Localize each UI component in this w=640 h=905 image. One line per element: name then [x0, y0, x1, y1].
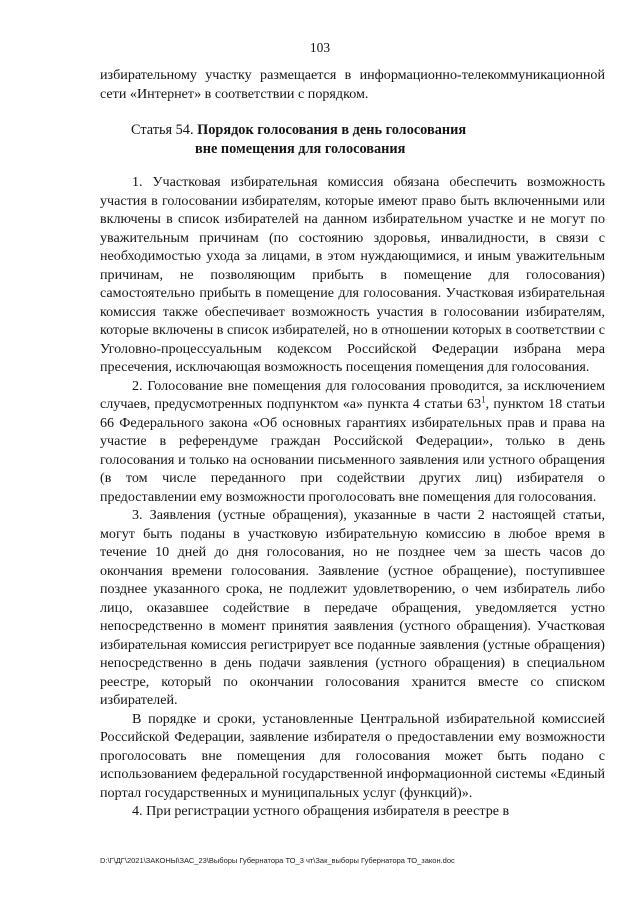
intro-block [100, 66, 605, 103]
paragraph-2-part1: 2. Голосование вне помещения для голосования проводится, за исключением случаев, предусмотренных подпунктом «а» пункта 4 статьи 63 [100, 377, 605, 412]
article-body [100, 173, 605, 821]
article-title-line1: Порядок голосования в день голосования [197, 122, 467, 138]
paragraph-4: 4. При регистрации устного обращения избирателя в реестре в [132, 803, 510, 819]
article-heading [100, 121, 605, 158]
paragraph-1: 1. Участковая избирательная комиссия обязана обеспечить возможность участия в голосовании избирателям, которые имеют право быть включенными или включены в список избирателей на данном избирательном участке и не могут по уважительным причинам (по состоянию здоровья, инвалидности, в связи с необходимостью ухода за лицами, в этом нуждающимися, и иным уважительным причинам, не позволяющим прибыть в помещение для голосования) самостоятельно прибыть в помещение для голосования. Участковая избирательная комиссия также обеспечивает возможность участия в голосовании избирателям, которые включены в список избирателей, но в отношении которых в соответствии с Уголовно-процессуальным кодексом Российской Федерации избрана мера пресечения, исключающая возможность посещения помещения для голосования. [100, 174, 605, 375]
paragraph-3: 3. Заявления (устные обращения), указанные в части 2 настоящей статьи, могут быть поданы в участковую избирательную комиссию в любое время в течение 10 дней до дня голосования, но не позднее чем за шесть часов до окончания времени голосования. Заявление (устное обращение), поступившее позднее указанного срока, не подлежит удовлетворению, о чем избиратель либо лицо, оказавшее содействие в передаче обращения, уведомляется устно непосредственно в момент принятия заявления (устного обращения). Участковая избирательная комиссия регистрирует все поданные заявления (устные обращения) непосредственно в день подачи заявления (устного обращения) в специальном реестре, который по окончании голосования хранится вместе со списком избирателей. [100, 507, 605, 708]
intro-paragraph: избирательному участку размещается в информационно-телекоммуникационной сети «Интернет» в соответствии с порядком. [100, 67, 605, 102]
file-path-footer: D:\Г\ДГ\2021\ЗАКОНЫ\ЗАС_23\Выборы Губернатора ТО_3 чт\Зак_выборы Губернатора ТО_закон.doc [100, 856, 455, 865]
paragraph-3-continued: В порядке и сроки, установленные Центральной избирательной комиссией Российской Федерации, заявление избирателя о предоставлении ему возможности проголосовать вне помещения для голосования может быть подано с использованием федеральной государственной информационной системы «Единый портал государственных и муниципальных услуг (функций)». [100, 710, 605, 801]
paragraph-2-part2: , пунктом 18 статьи 66 Федерального закона «Об основных гарантиях избирательных прав и права на участие в референдуме граждан Российской Федерации», только в день голосования и только на основании письменного заявления или устного обращения (в том числе переданного при содействии других лиц) избирателя о предоставлении ему возможности проголосовать вне помещения для голосования. [100, 396, 606, 505]
paragraph-2-superscript: 1 [481, 394, 486, 405]
paragraph-2 [100, 377, 605, 507]
article-title-line2: вне помещения для голосования [195, 140, 406, 157]
article-label: Статья 54. [131, 122, 194, 138]
page-number: 103 [309, 40, 331, 55]
